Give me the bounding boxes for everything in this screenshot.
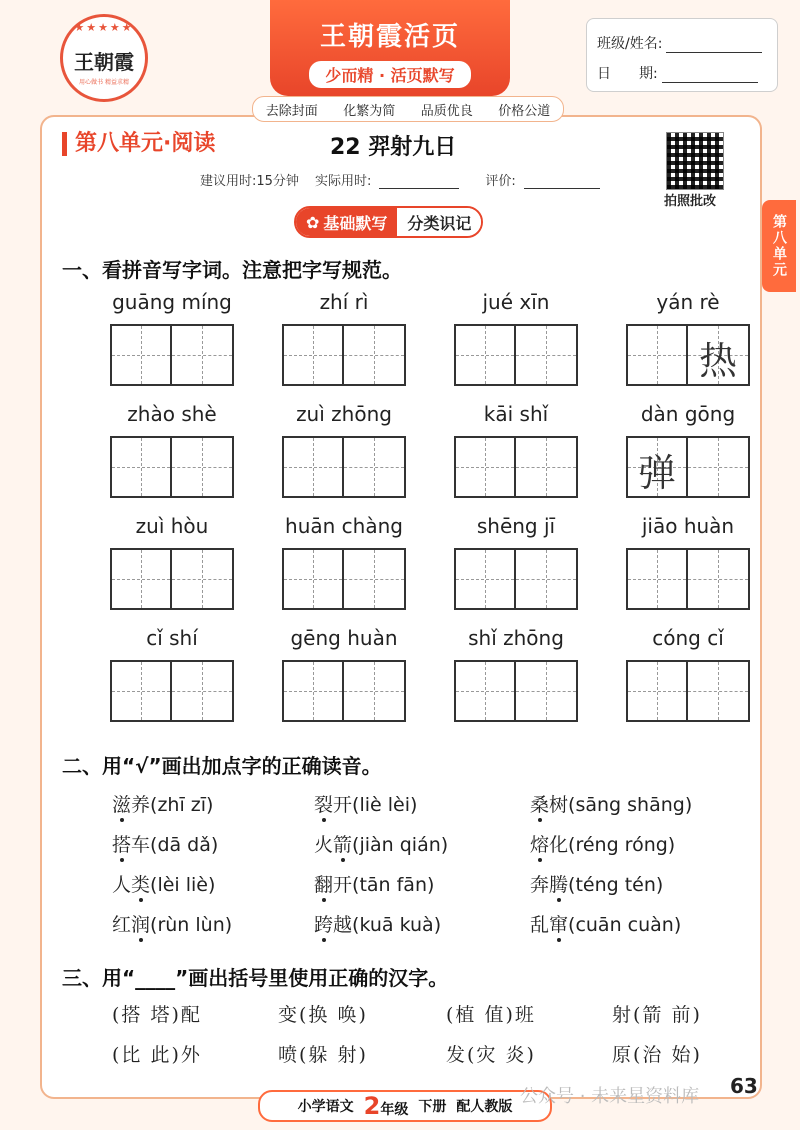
word-char: 火 [314,834,334,856]
writing-cell[interactable] [516,326,576,384]
pronunciation-item[interactable] [530,870,663,897]
evaluation-field[interactable] [524,176,600,189]
pinyin-syllable: gēng [290,626,341,650]
writing-cell[interactable] [112,550,172,608]
pinyin-label [453,290,579,314]
writing-cell[interactable] [172,438,232,496]
motto-item: 化繁为简 [343,103,396,119]
pinyin-label [625,514,751,538]
dotted-char: 裂 [314,794,334,816]
writing-grid[interactable] [110,548,234,610]
brand-banner [270,0,510,96]
date-label: 日 期: [597,66,658,82]
footer-edition: 配人教版 [456,1099,513,1115]
pinyin-syllable: zhí [319,290,349,314]
pinyin-label [453,514,579,538]
pinyin-syllable: shǐ [519,402,549,426]
pinyin-label [453,402,579,426]
watermark-text: 公众号 · 未来星资料库 [520,1086,700,1107]
pinyin-syllable: rè [699,290,720,314]
motto-item: 价格公道 [498,103,551,119]
writing-grid[interactable] [454,548,578,610]
writing-grid[interactable] [282,660,406,722]
date-field[interactable] [662,68,758,83]
writing-cell[interactable] [344,438,404,496]
pinyin-options[interactable]: (liè lèi) [352,794,418,816]
pinyin-syllable: dàn [640,402,679,426]
character-choice[interactable]: (搭 塔)配 [112,1004,202,1026]
pinyin-syllable: yán [656,290,694,314]
writing-cell[interactable] [688,550,748,608]
word-char: 养 [131,794,151,816]
unit-title: 第八单元·阅读 [62,132,215,156]
motto-bar [252,96,564,122]
pinyin-syllable: cóng [652,626,701,650]
footer-grade: 2 [363,1092,381,1120]
pinyin-label [625,290,751,314]
pinyin-label [625,402,751,426]
word-char: 奔 [530,874,550,896]
footer-term: 下册 [418,1099,447,1115]
pronunciation-item[interactable] [314,830,448,857]
writing-grid[interactable] [110,660,234,722]
pinyin-label [109,290,235,314]
pronunciation-item[interactable] [530,830,675,857]
character-choice[interactable]: 原(治 始) [612,1044,702,1066]
dotted-char: 箭 [333,834,353,856]
footer-grade-suffix: 年级 [380,1102,409,1118]
pinyin-syllable: jiāo [641,514,678,538]
motto-item: 品质优良 [420,103,473,119]
section-main [296,208,397,236]
pinyin-options[interactable]: (tān fān) [352,874,435,896]
writing-cell[interactable] [284,326,344,384]
question-1-heading: 一、看拼音写字词。注意把字写规范。 [62,258,402,282]
writing-cell[interactable] [284,662,344,720]
dotted-char: 跨 [314,914,334,936]
writing-cell[interactable] [112,662,172,720]
writing-cell[interactable] [284,550,344,608]
dotted-char: 润 [131,914,151,936]
sample-character: 弹 [637,451,676,495]
pinyin-options[interactable]: (téng tén) [568,874,664,896]
dotted-char: 窜 [549,914,569,936]
writing-cell[interactable] [284,438,344,496]
dotted-char: 熔 [530,834,550,856]
pronunciation-item[interactable] [112,910,232,937]
pinyin-syllable: cǐ [707,626,724,650]
class-name-label: 班级/姓名: [597,36,663,52]
writing-grid[interactable] [110,324,234,386]
pinyin-syllable: zhào [127,402,175,426]
student-info-form [586,18,778,92]
writing-grid[interactable] [626,436,750,498]
motto-item: 去除封面 [265,103,318,119]
pinyin-label [281,626,407,650]
pinyin-label [109,402,235,426]
pinyin-options[interactable]: (lèi liè) [150,874,216,896]
pinyin-syllable: chàng [341,514,403,538]
character-choice[interactable]: 发(灾 炎) [446,1044,536,1066]
pinyin-options[interactable]: (zhī zī) [150,794,214,816]
pinyin-syllable: jué [482,290,514,314]
writing-cell[interactable] [516,438,576,496]
question-3-heading: 三、用“____”画出括号里使用正确的汉字。 [62,966,449,990]
sample-character: 热 [698,339,737,383]
pinyin-syllable: zhōng [503,626,564,650]
writing-cell[interactable] [456,326,516,384]
brand-tagline: 少而精 · 活页默写 [309,61,470,88]
writing-cell[interactable] [688,662,748,720]
pronunciation-item[interactable] [112,790,213,817]
pronunciation-item[interactable] [112,870,215,897]
logo-stars: ★★★★★ [74,21,134,34]
writing-cell[interactable] [456,438,516,496]
writing-cell[interactable] [344,326,404,384]
pinyin-syllable: míng [181,290,232,314]
character-choice[interactable]: 射(箭 前) [612,1004,702,1026]
brand-title: 王朝霞活页 [319,22,460,52]
character-choice[interactable]: 变(换 唤) [278,1004,368,1026]
pronunciation-item[interactable] [314,910,441,937]
gear-icon: ✿ [306,212,320,232]
pinyin-options[interactable]: (sāng shāng) [568,794,693,816]
qr-label: 拍照批改 [664,194,717,209]
pronunciation-item[interactable] [530,910,681,937]
writing-grid[interactable] [282,324,406,386]
pinyin-options[interactable]: (réng róng) [568,834,676,856]
writing-cell[interactable] [688,326,748,384]
pinyin-label [109,514,235,538]
writing-cell[interactable] [628,438,688,496]
pinyin-syllable: cǐ [146,626,163,650]
writing-cell[interactable] [172,662,232,720]
pinyin-label [281,402,407,426]
writing-cell[interactable] [172,550,232,608]
timing-row [200,170,600,189]
actual-time-label: 实际用时: [314,174,372,189]
pronunciation-item[interactable] [112,830,218,857]
pinyin-syllable: shí [169,626,198,650]
word-char: 红 [112,914,132,936]
writing-grid[interactable] [626,660,750,722]
dotted-char: 滋 [112,794,132,816]
pinyin-label [109,626,235,650]
writing-cell[interactable] [628,550,688,608]
evaluation-label: 评价: [485,174,516,189]
pinyin-options[interactable]: (kuā kuà) [352,914,442,936]
pinyin-label [453,626,579,650]
actual-time-field[interactable] [379,176,459,189]
character-choice[interactable]: (比 此)外 [112,1044,202,1066]
word-char: 化 [549,834,569,856]
section-header [294,206,483,238]
book-footer [258,1090,552,1122]
character-choice[interactable]: 喷(躲 射) [278,1044,368,1066]
pinyin-syllable: guāng [112,290,176,314]
writing-grid[interactable] [282,436,406,498]
pinyin-syllable: hòu [170,514,209,538]
writing-cell[interactable] [628,662,688,720]
pinyin-syllable: xīn [519,290,550,314]
writing-cell[interactable] [112,326,172,384]
pinyin-syllable: shè [181,402,217,426]
dotted-char: 腾 [549,874,569,896]
pinyin-syllable: gōng [684,402,736,426]
writing-cell[interactable] [344,662,404,720]
dotted-char: 桑 [530,794,550,816]
unit-side-tab: 第八单元 [762,200,796,292]
writing-grid[interactable] [110,436,234,498]
character-choice[interactable]: (植 值)班 [446,1004,536,1026]
pinyin-syllable: zuì [135,514,165,538]
writing-cell[interactable] [628,326,688,384]
section-main-label: 基础默写 [323,213,388,233]
writing-grid[interactable] [454,660,578,722]
pinyin-options[interactable]: (rùn lùn) [150,914,233,936]
pronunciation-item[interactable] [314,790,417,817]
logo-name: 王朝霞 [74,50,134,74]
word-char: 越 [333,914,353,936]
writing-grid[interactable] [282,548,406,610]
word-char: 开 [333,794,353,816]
writing-cell[interactable] [516,662,576,720]
footer-subject: 小学语文 [297,1099,354,1115]
brand-logo [60,14,148,102]
writing-cell[interactable] [688,438,748,496]
writing-grid[interactable] [626,324,750,386]
writing-cell[interactable] [456,662,516,720]
dotted-char: 类 [131,874,151,896]
word-char: 开 [333,874,353,896]
pinyin-syllable: zhōng [331,402,392,426]
pinyin-syllable: shēng [476,514,538,538]
pinyin-label [625,626,751,650]
qr-code-icon[interactable] [666,132,724,190]
pinyin-label [281,290,407,314]
pinyin-syllable: shǐ [468,626,497,650]
writing-cell[interactable] [456,550,516,608]
word-char: 人 [112,874,132,896]
writing-cell[interactable] [172,326,232,384]
logo-slogan: 用心做书 精益求精 [79,79,129,86]
pinyin-syllable: rì [354,290,369,314]
pinyin-options[interactable]: (jiàn qián) [352,834,449,856]
writing-grid[interactable] [454,436,578,498]
pinyin-syllable: kāi [483,402,514,426]
pinyin-syllable: huān [285,514,336,538]
word-char: 车 [131,834,151,856]
pinyin-options[interactable]: (cuān cuàn) [568,914,682,936]
class-name-field[interactable] [666,38,762,53]
word-char: 树 [549,794,569,816]
lesson-title: 22 羿射九日 [330,135,457,160]
dotted-char: 搭 [112,834,132,856]
writing-cell[interactable] [516,550,576,608]
writing-cell[interactable] [344,550,404,608]
pinyin-syllable: huàn [347,626,398,650]
writing-grid[interactable] [626,548,750,610]
suggested-time: 建议用时:15分钟 [200,174,299,189]
pinyin-syllable: jī [544,514,556,538]
pronunciation-item[interactable] [314,870,434,897]
writing-cell[interactable] [112,438,172,496]
pronunciation-item[interactable] [530,790,692,817]
section-sub-label: 分类识记 [397,208,481,236]
pinyin-syllable: zuì [296,402,325,426]
pinyin-options[interactable]: (dā dǎ) [150,834,219,856]
pinyin-syllable: huàn [683,514,735,538]
page-number: 63 [730,1074,758,1098]
word-char: 乱 [530,914,550,936]
dotted-char: 翻 [314,874,334,896]
question-2-heading: 二、用“√”画出加点字的正确读音。 [62,754,382,778]
pinyin-label [281,514,407,538]
writing-grid[interactable] [454,324,578,386]
